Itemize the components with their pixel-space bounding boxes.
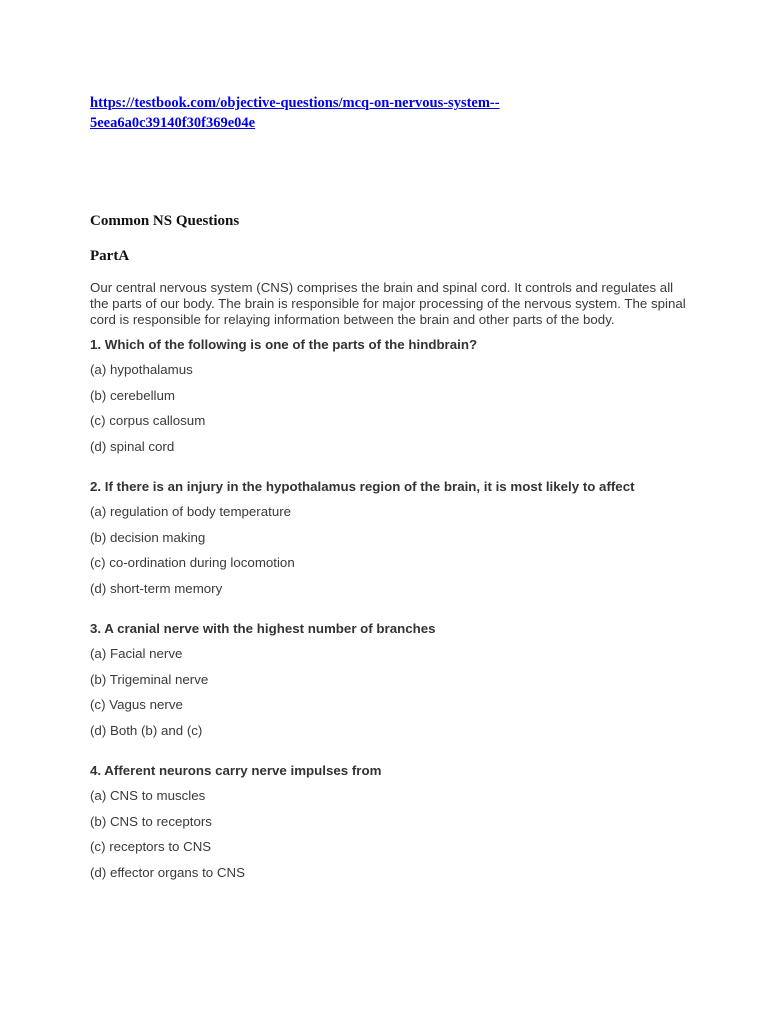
question-text: 2. If there is an injury in the hypothalamus region of the brain, it is most likely to affect <box>90 479 635 494</box>
answer-option: (c) receptors to CNS <box>90 839 212 854</box>
source-link-block <box>90 93 690 133</box>
document-title: Common NS Questions <box>90 213 240 229</box>
answer-option: (a) regulation of body temperature <box>90 504 292 519</box>
answer-option: (a) hypothalamus <box>90 362 193 377</box>
source-link-line-2: 5eea6a0c39140f30f369e04e <box>90 115 256 131</box>
question-text: 4. Afferent neurons carry nerve impulses from <box>90 763 382 778</box>
answer-option: (b) cerebellum <box>90 387 175 403</box>
answer-option: (d) effector organs to CNS <box>90 864 245 880</box>
answer-option: (d) short-term memory <box>90 580 223 596</box>
source-link-line-1: https://testbook.com/objective-questions/mcq-on-nervous-system-- <box>90 95 500 111</box>
question-spacer <box>90 747 690 762</box>
answer-option: (d) spinal cord <box>90 438 175 454</box>
answer-option: (b) CNS to receptors <box>90 813 212 829</box>
answer-option: (c) co-ordination during locomotion <box>90 555 295 570</box>
question-spacer <box>90 463 690 478</box>
question-block <box>90 336 690 455</box>
content-body <box>90 280 690 889</box>
answer-option: (b) decision making <box>90 529 206 545</box>
answer-option: (a) Facial nerve <box>90 646 183 661</box>
intro-paragraph: Our central nervous system (CNS) comprises the brain and spinal cord. It controls and regulates all the parts of our body. The brain is responsible for major processing of the nervous system. The spinal cord is responsible for relaying information between the brain and other parts of the body. <box>90 280 686 327</box>
source-link[interactable] <box>90 95 500 131</box>
question-text: 1. Which of the following is one of the parts of the hindbrain? <box>90 337 478 352</box>
question-block <box>90 478 690 597</box>
answer-option: (c) corpus callosum <box>90 413 206 428</box>
question-block <box>90 762 690 881</box>
answer-option: (d) Both (b) and (c) <box>90 722 203 738</box>
answer-option: (b) Trigeminal nerve <box>90 671 209 687</box>
answer-option: (c) Vagus nerve <box>90 697 183 712</box>
question-spacer <box>90 605 690 620</box>
question-block <box>90 620 690 739</box>
part-heading: PartA <box>90 248 130 264</box>
answer-option: (a) CNS to muscles <box>90 788 206 803</box>
question-text: 3. A cranial nerve with the highest number of branches <box>90 621 436 636</box>
